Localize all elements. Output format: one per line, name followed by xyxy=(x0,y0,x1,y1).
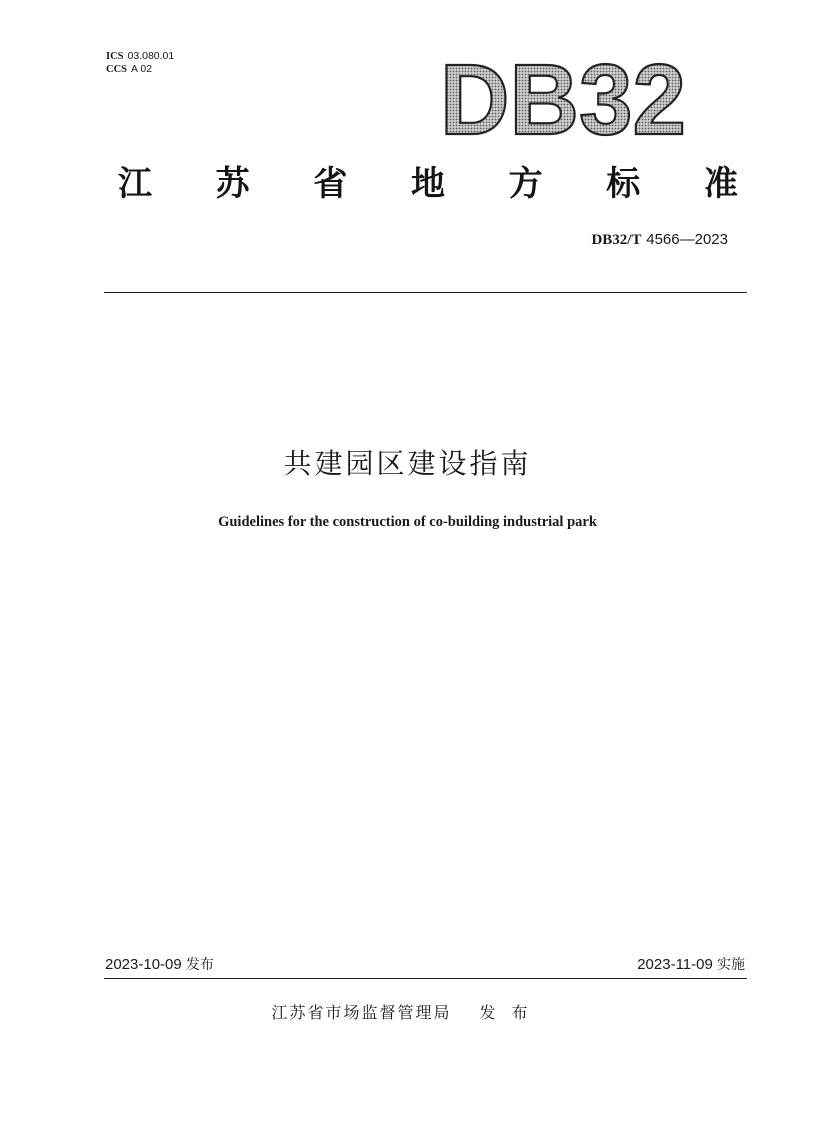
standard-type-char: 江 xyxy=(118,164,152,204)
implementation-date-label: 实施 xyxy=(717,957,745,973)
ics-code xyxy=(106,50,174,63)
logo-text: DB32 xyxy=(440,52,686,142)
std-number-value: 4566—2023 xyxy=(646,231,728,248)
publisher-organization: 江苏省市场监督管理局 xyxy=(271,1003,452,1022)
standard-type-heading xyxy=(118,160,738,208)
publisher-verb: 发布 xyxy=(479,1003,544,1022)
ics-value: 03.080.01 xyxy=(127,50,175,62)
release-date-value: 2023-10-09 xyxy=(105,956,182,973)
release-date-label: 发布 xyxy=(185,957,214,973)
ics-label: ICS xyxy=(106,51,124,62)
implementation-date xyxy=(637,955,745,975)
db32-logo-graphic xyxy=(440,52,690,142)
standard-number xyxy=(591,230,728,249)
publisher-line xyxy=(0,1002,815,1024)
standard-type-char: 省 xyxy=(313,164,348,204)
ccs-value: A 02 xyxy=(131,63,153,75)
document-title-english: Guidelines for the construction of co-building industrial park xyxy=(218,514,597,530)
document-title-chinese: 共建园区建设指南 xyxy=(283,447,532,480)
db32-logo xyxy=(440,52,690,142)
classification-codes xyxy=(106,50,174,76)
release-date xyxy=(105,955,214,975)
top-divider xyxy=(104,292,747,293)
implementation-date-value: 2023-11-09 xyxy=(637,956,713,973)
ccs-label: CCS xyxy=(106,64,128,75)
standard-type-char: 方 xyxy=(508,164,543,204)
standard-type-char: 标 xyxy=(606,164,641,204)
std-number-code: 32/T xyxy=(612,232,642,248)
standard-type-char: 苏 xyxy=(215,164,250,204)
bottom-divider xyxy=(104,978,747,979)
standard-type-char: 准 xyxy=(703,164,738,204)
std-number-prefix: DB xyxy=(591,232,613,248)
ccs-code xyxy=(106,63,174,76)
standard-type-char: 地 xyxy=(410,164,445,204)
